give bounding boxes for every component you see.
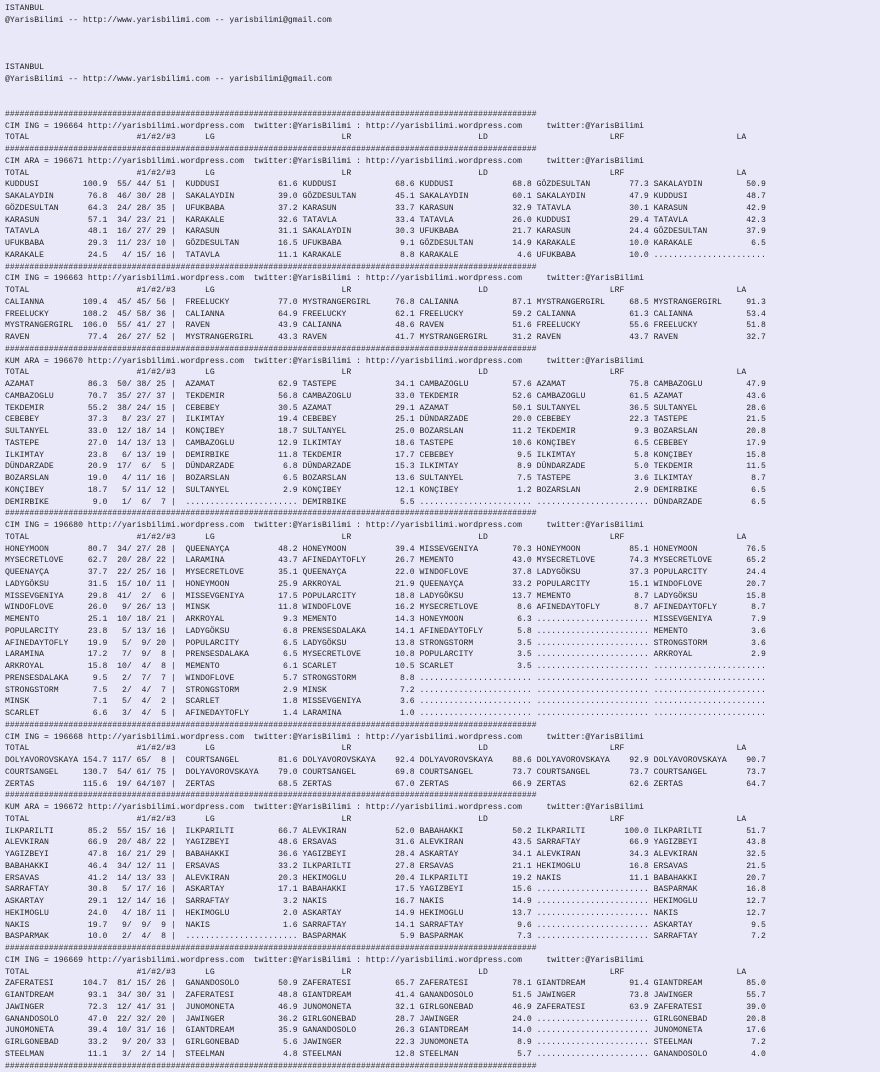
table-row: LADYGÖKSU 31.5 15/ 10/ 11 | HONEYMOON 25.9 ARKROYAL 21.9 QUEENAYÇA 33.2 POPULARCITY 15.1 WINDOFLOVE 20.7: [5, 579, 766, 591]
table-row: MINSK 7.1 5/ 4/ 2 | SCARLET 1.8 MISSEVGENIYA 3.6 ....................... ....................... .......................: [5, 696, 766, 708]
race-title-line: KUM ARA = 196672 http://yarisbilimi.wordpress.com twitter:@YarisBilimi : http://yarisbilimi.wordpress.com twitter:@YarisBilimi: [5, 802, 766, 814]
table-row: MYSTRANGERGIRL 106.0 55/ 41/ 27 | RAVEN 43.9 CALIANNA 48.6 RAVEN 51.6 FREELUCKY 55.6 FREELUCKY 51.8: [5, 320, 766, 332]
section-separator: #############################################################################################################: [5, 109, 766, 121]
blank-line: [5, 50, 766, 62]
header-city: ISTANBUL: [5, 62, 766, 74]
blank-line: [5, 85, 766, 97]
table-row: TEKDEMIR 55.2 38/ 24/ 15 | CEBEBEY 30.5 AZAMAT 29.1 AZAMAT 50.1 SULTANYEL 36.5 SULTANYEL 28.6: [5, 403, 766, 415]
table-row: DEMIRBIKE 9.0 1/ 6/ 7 | ....................... DEMIRBIKE 5.5 ....................... ....................... DÜNDARZADE 6.5: [5, 497, 766, 509]
section-separator: #############################################################################################################: [5, 262, 766, 274]
table-row: CEBEBEY 37.3 8/ 23/ 27 | ILKIMTAY 19.4 CEBEBEY 25.1 DÜNDARZADE 20.0 CEBEBEY 22.3 TASTEPE 21.5: [5, 414, 766, 426]
table-row: YAGIZBEYI 47.8 16/ 21/ 29 | BABAHAKKI 36.6 YAGIZBEYI 28.4 ASKARTAY 34.1 ALEVKIRAN 34.3 ALEVKIRAN 32.5: [5, 849, 766, 861]
section-separator: #############################################################################################################: [5, 344, 766, 356]
table-row: UFUKBABA 29.3 11/ 23/ 10 | GÖZDESULTAN 16.5 UFUKBABA 9.1 GÖZDESULTAN 14.9 KARAKALE 10.0 KARAKALE 6.5: [5, 238, 766, 250]
table-row: NAKIS 19.7 9/ 9/ 9 | NAKIS 1.6 SARRAFTAY 14.1 SARRAFTAY 9.6 ....................... ASKARTAY 9.5: [5, 920, 766, 932]
table-row: ZAFERATESI 104.7 81/ 15/ 26 | GANANDOSOLO 50.9 ZAFERATESI 65.7 ZAFERATESI 78.1 GIANTDREAM 91.4 GIANTDREAM 85.0: [5, 978, 766, 990]
race-title-line: CIM ING = 196668 http://yarisbilimi.wordpress.com twitter:@YarisBilimi : http://yarisbilimi.wordpress.com twitter:@YarisBilimi: [5, 732, 766, 744]
table-row: ILKIMTAY 23.8 6/ 13/ 19 | DEMIRBIKE 11.8 TEKDEMIR 17.7 CEBEBEY 9.5 ILKIMTAY 5.8 KONÇIBEY 15.8: [5, 450, 766, 462]
table-row: ALEVKIRAN 66.9 20/ 48/ 22 | YAGIZBEYI 48.6 ERSAVAS 31.6 ALEVKIRAN 43.5 SARRAFTAY 66.9 YAGIZBEYI 43.8: [5, 837, 766, 849]
section-separator: #############################################################################################################: [5, 508, 766, 520]
race-title-line: KUM ARA = 196670 http://yarisbilimi.wordpress.com twitter:@YarisBilimi : http://yarisbilimi.wordpress.com twitter:@YarisBilimi: [5, 356, 766, 368]
table-row: PRENSESDALAKA 9.5 2/ 7/ 7 | WINDOFLOVE 5.7 STRONGSTORM 8.8 ....................... ....................... .......................: [5, 673, 766, 685]
race-title-line: CIM ING = 196664 http://yarisbilimi.wordpress.com twitter:@YarisBilimi : http://yarisbilimi.wordpress.com twitter:@YarisBilimi: [5, 121, 766, 133]
table-row: CALIANNA 109.4 45/ 45/ 56 | FREELUCKY 77.0 MYSTRANGERGIRL 76.8 CALIANNA 87.1 MYSTRANGERGIRL 68.5 MYSTRANGERGIRL 91.3: [5, 297, 766, 309]
table-row: CAMBAZOGLU 70.7 35/ 27/ 37 | TEKDEMIR 56.8 CAMBAZOGLU 33.0 TEKDEMIR 52.6 CAMBAZOGLU 61.5 AZAMAT 43.6: [5, 391, 766, 403]
table-row: HEKIMOGLU 24.0 4/ 18/ 11 | HEKIMOGLU 2.0 ASKARTAY 14.9 HEKIMOGLU 13.7 ....................... NAKIS 12.7: [5, 908, 766, 920]
table-row: FREELUCKY 108.2 45/ 58/ 36 | CALIANNA 64.9 FREELUCKY 62.1 FREELUCKY 59.2 CALIANNA 61.3 CALIANNA 53.4: [5, 309, 766, 321]
race-title-line: CIM ING = 196680 http://yarisbilimi.wordpress.com twitter:@YarisBilimi : http://yarisbilimi.wordpress.com twitter:@YarisBilimi: [5, 520, 766, 532]
table-row: JUNOMONETA 39.4 10/ 31/ 16 | GIANTDREAM 35.9 GANANDOSOLO 26.3 GIANTDREAM 14.0 ....................... JUNOMONETA 17.6: [5, 1025, 766, 1037]
section-separator: #############################################################################################################: [5, 144, 766, 156]
table-row: GANANDOSOLO 47.0 22/ 32/ 20 | JAWINGER 36.2 GIRLGONEBAD 28.7 JAWINGER 24.0 ....................... GIRLGONEBAD 20.8: [5, 1014, 766, 1026]
header-contact: @YarisBilimi -- http://www.yarisbilimi.com -- yarisbilimi@gmail.com: [5, 15, 766, 27]
section-separator: #############################################################################################################: [5, 720, 766, 732]
table-row: QUEENAYÇA 37.7 22/ 25/ 16 | MYSECRETLOVE 35.1 QUEENAYÇA 22.0 WINDOFLOVE 37.8 LADYGÖKSU 37.3 POPULARCITY 24.4: [5, 567, 766, 579]
section-separator: #############################################################################################################: [5, 790, 766, 802]
table-row: ARKROYAL 15.8 10/ 4/ 8 | MEMENTO 6.1 SCARLET 10.5 SCARLET 3.5 ....................... .......................: [5, 661, 766, 673]
column-header-line: TOTAL #1/#2/#3 LG LR LD LRF LA: [5, 814, 766, 826]
table-row: MISSEVGENIYA 29.8 41/ 2/ 6 | MISSEVGENIYA 17.5 POPULARCITY 18.8 LADYGÖKSU 13.7 MEMENTO 8.7 LADYGÖKSU 15.8: [5, 591, 766, 603]
column-header-line: TOTAL #1/#2/#3 LG LR LD LRF LA: [5, 967, 766, 979]
column-header-line: TOTAL #1/#2/#3 LG LR LD LRF LA: [5, 743, 766, 755]
table-row: KONÇIBEY 18.7 5/ 11/ 12 | SULTANYEL 2.9 KONÇIBEY 12.1 KONÇIBEY 1.2 BOZARSLAN 2.9 DEMIRBIKE 6.5: [5, 485, 766, 497]
blank-line: [5, 97, 766, 109]
column-header-line: TOTAL #1/#2/#3 LG LR LD LRF LA: [5, 168, 766, 180]
table-row: LARAMINA 17.2 7/ 9/ 8 | PRENSESDALAKA 6.5 MYSECRETLOVE 10.8 POPULARCITY 3.5 ....................... ARKROYAL 2.9: [5, 649, 766, 661]
blank-line: [5, 38, 766, 50]
race-title-line: CIM ING = 196669 http://yarisbilimi.wordpress.com twitter:@YarisBilimi : http://yarisbilimi.wordpress.com twitter:@YarisBilimi: [5, 955, 766, 967]
table-row: SARRAFTAY 30.8 5/ 17/ 16 | ASKARTAY 17.1 BABAHAKKI 17.5 YAGIZBEYI 15.6 ....................... BASPARMAK 16.8: [5, 884, 766, 896]
table-row: POPULARCITY 23.8 5/ 13/ 16 | LADYGÖKSU 6.8 PRENSESDALAKA 14.1 AFINEDAYTOFLY 5.8 ....................... MEMENTO 3.6: [5, 626, 766, 638]
table-row: SULTANYEL 33.0 12/ 18/ 14 | KONÇIBEY 18.7 SULTANYEL 25.0 BOZARSLAN 11.2 TEKDEMIR 9.3 BOZARSLAN 20.8: [5, 426, 766, 438]
table-row: GIRLGONEBAD 33.2 9/ 20/ 33 | GIRLGONEBAD 5.6 JAWINGER 22.3 JUNOMONETA 8.9 ....................... STEELMAN 7.2: [5, 1037, 766, 1049]
table-row: MEMENTO 25.1 10/ 18/ 21 | ARKROYAL 9.3 MEMENTO 14.3 HONEYMOON 6.3 ....................... MISSEVGENIYA 7.9: [5, 614, 766, 626]
table-row: GÖZDESULTAN 64.3 24/ 28/ 35 | UFUKBABA 37.2 KARASUN 33.7 KARASUN 32.9 TATAVLA 30.1 KARASUN 42.9: [5, 203, 766, 215]
header-city: ISTANBUL: [5, 3, 766, 15]
race-title-line: CIM ARA = 196671 http://yarisbilimi.wordpress.com twitter:@YarisBilimi : http://yarisbilimi.wordpress.com twitter:@YarisBilimi: [5, 156, 766, 168]
column-header-line: TOTAL #1/#2/#3 LG LR LD LRF LA: [5, 532, 766, 544]
column-header-line: TOTAL #1/#2/#3 LG LR LD LRF LA: [5, 132, 766, 144]
table-row: DOLYAVOROVSKAYA 154.7 117/ 65/ 8 | COURTSANGEL 81.6 DOLYAVOROVSKAYA 92.4 DOLYAVOROVSKAYA 88.6 DOLYAVOROVSKAYA 92.9 DOLYAVOROVSKAYA 90.7: [5, 755, 766, 767]
blank-line: [5, 27, 766, 39]
table-row: COURTSANGEL 130.7 54/ 61/ 75 | DOLYAVOROVSKAYA 79.0 COURTSANGEL 69.8 COURTSANGEL 73.7 COURTSANGEL 73.7 COURTSANGEL 73.7: [5, 767, 766, 779]
table-row: STRONGSTORM 7.5 2/ 4/ 7 | STRONGSTORM 2.9 MINSK 7.2 ....................... ....................... .......................: [5, 685, 766, 697]
table-row: TATAVLA 48.1 16/ 27/ 29 | KARASUN 31.1 SAKALAYDIN 30.3 UFUKBABA 21.7 KARASUN 24.4 GÖZDESULTAN 37.9: [5, 226, 766, 238]
table-row: KARASUN 57.1 34/ 23/ 21 | KARAKALE 32.6 TATAVLA 33.4 TATAVLA 26.0 KUDDUSI 29.4 TATAVLA 42.3: [5, 215, 766, 227]
column-header-line: TOTAL #1/#2/#3 LG LR LD LRF LA: [5, 367, 766, 379]
table-row: ILKPARILTI 85.2 55/ 15/ 16 | ILKPARILTI 66.7 ALEVKIRAN 52.0 BABAHAKKI 50.2 ILKPARILTI 100.0 ILKPARILTI 51.7: [5, 826, 766, 838]
table-row: KUDDUSI 100.9 55/ 44/ 51 | KUDDUSI 61.6 KUDDUSI 68.6 KUDDUSI 68.8 GÖZDESULTAN 77.3 SAKALAYDIN 50.9: [5, 179, 766, 191]
table-row: WINDOFLOVE 26.0 9/ 26/ 13 | MINSK 11.8 WINDOFLOVE 16.2 MYSECRETLOVE 8.6 AFINEDAYTOFLY 8.7 AFINEDAYTOFLY 8.7: [5, 602, 766, 614]
table-row: GIANTDREAM 93.1 34/ 30/ 31 | ZAFERATESI 48.8 GIANTDREAM 41.4 GANANDOSOLO 51.5 JAWINGER 73.8 JAWINGER 55.7: [5, 990, 766, 1002]
header-contact: @YarisBilimi -- http://www.yarisbilimi.com -- yarisbilimi@gmail.com: [5, 74, 766, 86]
table-row: ERSAVAS 41.2 14/ 13/ 33 | ALEVKIRAN 20.3 HEKIMOGLU 20.4 ILKPARILTI 19.2 NAKIS 11.1 BABAHAKKI 20.7: [5, 873, 766, 885]
table-row: ASKARTAY 29.1 12/ 14/ 16 | SARRAFTAY 3.2 NAKIS 16.7 NAKIS 14.9 ....................... HEKIMOGLU 12.7: [5, 896, 766, 908]
table-row: BABAHAKKI 46.4 34/ 12/ 11 | ERSAVAS 33.2 ILKPARILTI 27.8 ERSAVAS 21.1 HEKIMOGLU 16.8 ERSAVAS 21.5: [5, 861, 766, 873]
table-row: HONEYMOON 80.7 34/ 27/ 28 | QUEENAYÇA 48.2 HONEYMOON 39.4 MISSEVGENIYA 70.3 HONEYMOON 85.1 HONEYMOON 76.5: [5, 544, 766, 556]
table-row: KARAKALE 24.5 4/ 15/ 16 | TATAVLA 11.1 KARAKALE 8.8 KARAKALE 4.6 UFUKBABA 10.0 .......................: [5, 250, 766, 262]
race-title-line: CIM ING = 196663 http://yarisbilimi.wordpress.com twitter:@YarisBilimi : http://yarisbilimi.wordpress.com twitter:@YarisBilimi: [5, 273, 766, 285]
table-row: DÜNDARZADE 20.9 17/ 6/ 5 | DÜNDARZADE 6.8 DÜNDARZADE 15.3 ILKIMTAY 8.9 DÜNDARZADE 5.0 TEKDEMIR 11.5: [5, 461, 766, 473]
table-row: TASTEPE 27.0 14/ 13/ 13 | CAMBAZOGLU 12.9 ILKIMTAY 18.6 TASTEPE 10.6 KONÇIBEY 6.5 CEBEBEY 17.9: [5, 438, 766, 450]
table-row: RAVEN 77.4 26/ 27/ 52 | MYSTRANGERGIRL 43.3 RAVEN 41.7 MYSTRANGERGIRL 31.2 RAVEN 43.7 RAVEN 32.7: [5, 332, 766, 344]
table-row: SAKALAYDIN 76.8 46/ 30/ 28 | SAKALAYDIN 39.0 GÖZDESULTAN 45.1 SAKALAYDIN 60.1 SAKALAYDIN 47.9 KUDDUSI 48.7: [5, 191, 766, 203]
section-separator: #############################################################################################################: [5, 1061, 766, 1072]
table-row: BASPARMAK 10.0 2/ 4/ 8 | ....................... BASPARMAK 5.9 BASPARMAK 7.3 ....................... SARRAFTAY 7.2: [5, 931, 766, 943]
table-row: AZAMAT 86.3 50/ 38/ 25 | AZAMAT 62.9 TASTEPE 34.1 CAMBAZOGLU 57.6 AZAMAT 75.8 CAMBAZOGLU 47.9: [5, 379, 766, 391]
table-row: BOZARSLAN 19.0 4/ 11/ 16 | BOZARSLAN 6.5 BOZARSLAN 13.6 SULTANYEL 7.5 TASTEPE 3.6 ILKIMTAY 8.7: [5, 473, 766, 485]
table-row: ZERTAS 115.6 19/ 64/107 | ZERTAS 68.5 ZERTAS 67.0 ZERTAS 66.9 ZERTAS 62.6 ZERTAS 64.7: [5, 779, 766, 791]
column-header-line: TOTAL #1/#2/#3 LG LR LD LRF LA: [5, 285, 766, 297]
race-report-document: [5, 3, 766, 1072]
table-row: STEELMAN 11.1 3/ 2/ 14 | STEELMAN 4.8 STEELMAN 12.8 STEELMAN 5.7 ....................... GANANDOSOLO 4.0: [5, 1049, 766, 1061]
table-row: SCARLET 6.6 3/ 4/ 5 | AFINEDAYTOFLY 1.4 LARAMINA 1.0 ....................... ....................... .......................: [5, 708, 766, 720]
table-row: JAWINGER 72.3 12/ 41/ 31 | JUNOMONETA 46.9 JUNOMONETA 32.1 GIRLGONEBAD 46.9 ZAFERATESI 63.9 ZAFERATESI 39.0: [5, 1002, 766, 1014]
section-separator: #############################################################################################################: [5, 943, 766, 955]
table-row: AFINEDAYTOFLY 19.9 5/ 9/ 20 | POPULARCITY 6.5 LADYGÖKSU 13.8 STRONGSTORM 3.5 ....................... STRONGSTORM 3.6: [5, 638, 766, 650]
table-row: MYSECRETLOVE 62.7 20/ 28/ 22 | LARAMINA 43.7 AFINEDAYTOFLY 26.7 MEMENTO 43.0 MYSECRETLOVE 74.3 MYSECRETLOVE 65.2: [5, 555, 766, 567]
